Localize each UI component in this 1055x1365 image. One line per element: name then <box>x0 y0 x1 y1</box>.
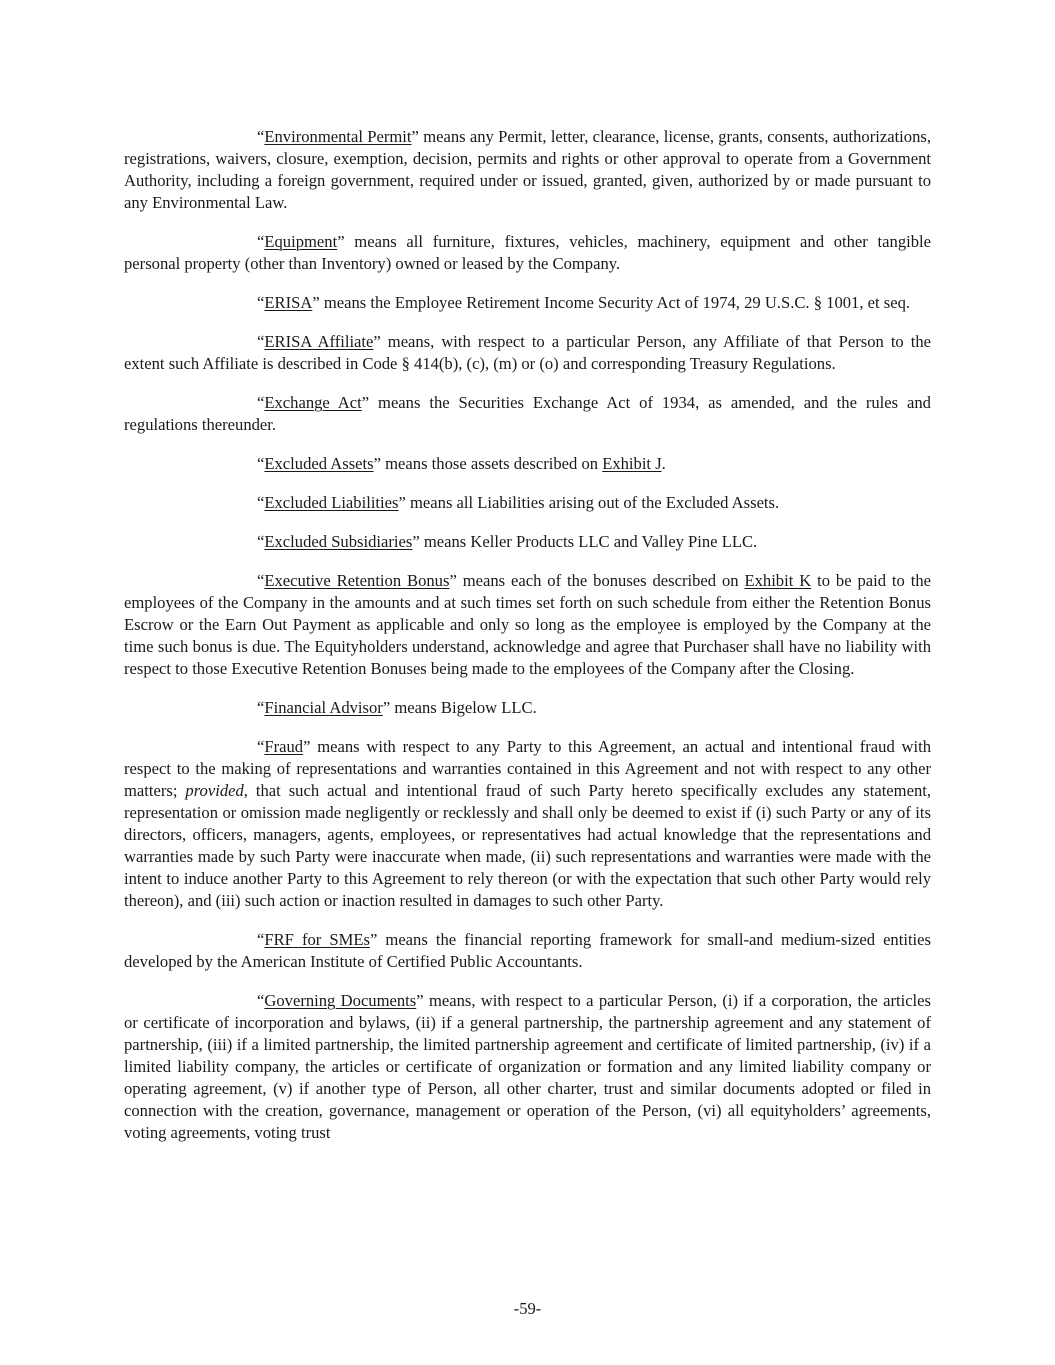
definition-text: means the financial reporting framework for small-and medium-sized entities developed by the American Institute of Certified Public Accountants. <box>124 930 931 971</box>
defined-term: Excluded Subsidiaries <box>264 532 413 551</box>
page-number: -59- <box>513 1299 542 1318</box>
definition-fraud: “Fraud” means with respect to any Party to this Agreement, an actual and intentional fraud with respect to the making of representations and warranties contained in this Agreement and not with respect to any other matters; provided, that such actual and intentional fraud of such Party hereto specifically excludes any statement, representation or omission made negligently or recklessly and shall only be deemed to exist if (i) such Party or any of its directors, officers, managers, agents, employees, or representatives had actual knowledge that the representations and warranties made by such Party were inaccurate when made, (ii) such representations and warranties were made with the intent to induce another Party to this Agreement to rely thereon (or with the expectation that such other Party would rely thereon), and (iii) such action or inaction resulted in damages to such other Party. <box>124 737 931 910</box>
defined-term: Fraud <box>264 737 304 756</box>
defined-term: Environmental Permit <box>264 127 412 146</box>
definition-text: means the Employee Retirement Income Security Act of 1974, 29 U.S.C. § 1001, et seq. <box>319 293 911 312</box>
definition-text: means with respect to any Party to this Agreement, an actual and intentional fraud with respect to the making of representations and warranties contained in this Agreement and not with respect to any other matters; <box>124 737 931 800</box>
definition-text: means all Liabilities arising out of the Excluded Assets. <box>405 493 780 512</box>
definition-text: means those assets described on <box>380 454 603 473</box>
italic-term: provided <box>185 781 244 800</box>
definition-text: means the Securities Exchange Act of 1934, as amended, and the rules and regulations thereunder. <box>124 393 931 434</box>
definition-equipment: “Equipment” means all furniture, fixtures, vehicles, machinery, equipment and other tangible personal property (other than Inventory) owned or leased by the Company. <box>124 232 931 273</box>
defined-term: Excluded Assets <box>264 454 374 473</box>
definition-text: means Bigelow LLC. <box>390 698 537 717</box>
defined-term: Financial Advisor <box>264 698 383 717</box>
definition-frf-for-smes: “FRF for SMEs” means the financial reporting framework for small-and medium-sized entities developed by the American Institute of Certified Public Accountants. <box>124 930 931 971</box>
definition-text-tail: to be paid to the employees of the Company in the amounts and at such times set forth on such schedule from either the Retention Bonus Escrow or the Earn Out Payment as applicable and only so long as the employee is employed by the Company at the time such bonus is due. The Equityholders understand, acknowledge and agree that Purchaser shall have no liability with respect to those Executive Retention Bonuses being made to the employees of the Company after the Closing. <box>124 571 931 678</box>
definition-financial-advisor: “Financial Advisor” means Bigelow LLC. <box>257 698 537 717</box>
definition-text: means all furniture, fixtures, vehicles, machinery, equipment and other tangible personal property (other than Inventory) owned or leased by the Company. <box>124 232 931 273</box>
defined-term: ERISA <box>264 293 313 312</box>
definition-environmental-permit: “Environmental Permit” means any Permit, letter, clearance, license, grants, consents, authorizations, registrations, waivers, closure, exemption, decision, permits and rights or other approval to operate from a Government Authority, including a foreign government, required under or issued, granted, given, authorized by or made pursuant to any Environmental Law. <box>124 127 931 212</box>
definition-governing-documents: “Governing Documents” means, with respect to a particular Person, (i) if a corporation, the articles or certificate of incorporation and bylaws, (ii) if a general partnership, the partnership agreement and any statement of partnership, (iii) if a limited partnership, the limited partnership agreement and certificate of limited partnership, (iv) if a limited liability company, the articles or certificate of organization or formation and any limited liability company or operating agreement, (v) if another type of Person, all other charter, trust and similar documents adopted or filed in connection with the creation, governance, management or operation of the Person, (vi) all equityholders’ agreements, voting agreements, voting trust <box>124 991 931 1142</box>
definition-executive-retention-bonus: “Executive Retention Bonus” means each of the bonuses described on Exhibit K to be paid to the employees of the Company in the amounts and at such times set forth on such schedule from either the Retention Bonus Escrow or the Earn Out Payment as applicable and only so long as the employee is employed by the Company at the time such bonus is due. The Equityholders understand, acknowledge and agree that Purchaser shall have no liability with respect to those Executive Retention Bonuses being made to the employees of the Company after the Closing. <box>124 571 931 678</box>
definition-exchange-act: “Exchange Act” means the Securities Exchange Act of 1934, as amended, and the rules and regulations thereunder. <box>124 393 931 434</box>
defined-term: Governing Documents <box>264 991 417 1010</box>
definition-excluded-subsidiaries: “Excluded Subsidiaries” means Keller Products LLC and Valley Pine LLC. <box>257 532 758 551</box>
defined-term: ERISA Affiliate <box>264 332 374 351</box>
exhibit-reference: Exhibit J <box>602 454 662 473</box>
definition-text: means each of the bonuses described on <box>456 571 745 590</box>
defined-term: Executive Retention Bonus <box>264 571 450 590</box>
definition-text-tail: . <box>661 454 666 473</box>
defined-term: FRF for SMEs <box>264 930 370 949</box>
definition-excluded-liabilities: “Excluded Liabilities” means all Liabilities arising out of the Excluded Assets. <box>257 493 780 512</box>
definition-erisa: “ERISA” means the Employee Retirement Income Security Act of 1974, 29 U.S.C. § 1001, et seq. <box>257 293 911 312</box>
exhibit-reference: Exhibit K <box>744 571 812 590</box>
defined-term: Excluded Liabilities <box>264 493 399 512</box>
definition-text: means, with respect to a particular Person, (i) if a corporation, the articles or certificate of incorporation and bylaws, (ii) if a general partnership, the partnership agreement and any statement of partnership, (iii) if a limited partnership, the limited partnership agreement and certificate of limited partnership, (iv) if a limited liability company, the articles or certificate of organization or formation and any limited liability company or operating agreement, (v) if another type of Person, all other charter, trust and similar documents adopted or filed in connection with the creation, governance, management or operation of the Person, (vi) all equityholders’ agreements, voting agreements, voting trust <box>124 991 931 1142</box>
definition-text-tail: , that such actual and intentional fraud of such Party hereto specifically excludes any statement, representation or omission made negligently or recklessly and shall only be deemed to exist if (i) such Party or any of its directors, officers, managers, agents, employees, or representatives had actual knowledge that the representations and warranties made by such Party were inaccurate when made, (ii) such representations and warranties were made with the intent to induce another Party to this Agreement to rely thereon (or with the expectation that such other Party would rely thereon), and (iii) such action or inaction resulted in damages to such other Party. <box>124 781 931 910</box>
definition-text: means Keller Products LLC and Valley Pine LLC. <box>419 532 758 551</box>
defined-term: Exchange Act <box>264 393 362 412</box>
definition-excluded-assets: “Excluded Assets” means those assets described on Exhibit J. <box>257 454 666 473</box>
definition-text: means, with respect to a particular Person, any Affiliate of that Person to the extent such Affiliate is described in Code § 414(b), (c), (m) or (o) and corresponding Treasury Regulations. <box>124 332 931 373</box>
defined-term: Equipment <box>264 232 338 251</box>
definition-text: means any Permit, letter, clearance, license, grants, consents, authorizations, registrations, waivers, closure, exemption, decision, permits and rights or other approval to operate from a Government Authority, including a foreign government, required under or issued, granted, given, authorized by or made pursuant to any Environmental Law. <box>124 127 931 212</box>
definitions-section <box>124 126 931 1144</box>
definition-erisa-affiliate: “ERISA Affiliate” means, with respect to a particular Person, any Affiliate of that Person to the extent such Affiliate is described in Code § 414(b), (c), (m) or (o) and corresponding Treasury Regulations. <box>124 332 931 373</box>
